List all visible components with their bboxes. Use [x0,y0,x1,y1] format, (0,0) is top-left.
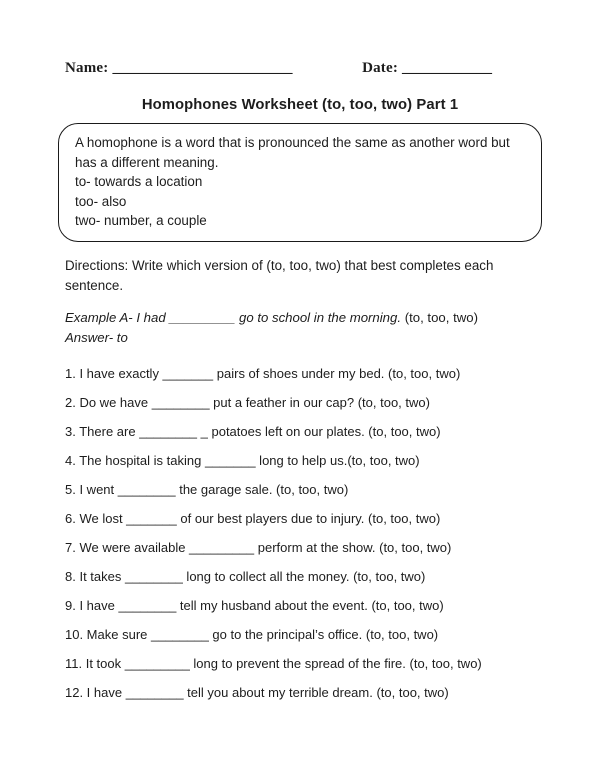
example-answer: Answer- to [65,329,128,345]
header-row [0,60,600,77]
definition-two: two- number, a couple [75,213,207,229]
question-item-2: 2. Do we have ________ put a feather in our cap? (to, too, two) [65,394,430,410]
example-options: (to, too, two) [404,309,478,325]
name-field-group [65,60,292,77]
question-item-10: 10. Make sure ________ go to the principal’s office. (to, too, two) [65,626,439,642]
date-field-group [362,60,492,77]
example-sentence-line [65,308,565,328]
directions-text: Directions: Write which version of (to, too, two) that best completes each sentence. [65,257,494,293]
question-item-7: 7. We were available _________ perform at the show. (to, too, two) [65,539,452,555]
date-blank-line: ____________ [402,60,492,76]
question-item-12: 12. I have ________ tell you about my terrible dream. (to, too, two) [65,684,449,700]
definition-box [58,123,542,242]
question-item-6: 6. We lost _______ of our best players due to injury. (to, too, two) [65,510,441,526]
question-item-9: 9. I have ________ tell my husband about the event. (to, too, two) [65,597,444,613]
name-blank-line: ________________________ [112,60,293,76]
question-item-5: 5. I went ________ the garage sale. (to, too, two) [65,481,349,497]
question-item-11: 11. It took _________ long to prevent the spread of the fire. (to, too, two) [65,655,482,671]
question-item-1: 1. I have exactly _______ pairs of shoes under my bed. (to, too, two) [65,365,461,381]
question-item-4: 4. The hospital is taking _______ long to help us.(to, too, two) [65,452,420,468]
example-sentence: Example A- I had _________ go to school in the morning. [65,309,402,325]
definition-to: to- towards a location [75,174,203,190]
example-block [65,308,565,348]
question-item-3: 3. There are ________ _ potatoes left on our plates. (to, too, two) [65,423,441,439]
definition-too: too- also [75,193,127,209]
name-label: Name: [65,60,109,76]
date-label: Date: [362,60,399,76]
question-item-8: 8. It takes ________ long to collect all the money. (to, too, two) [65,568,426,584]
question-list [65,364,570,703]
worksheet-title: Homophones Worksheet (to, too, two) Part 1 [141,97,459,113]
homophone-definition: A homophone is a word that is pronounced the same as another word but has a different meaning. [75,135,510,170]
